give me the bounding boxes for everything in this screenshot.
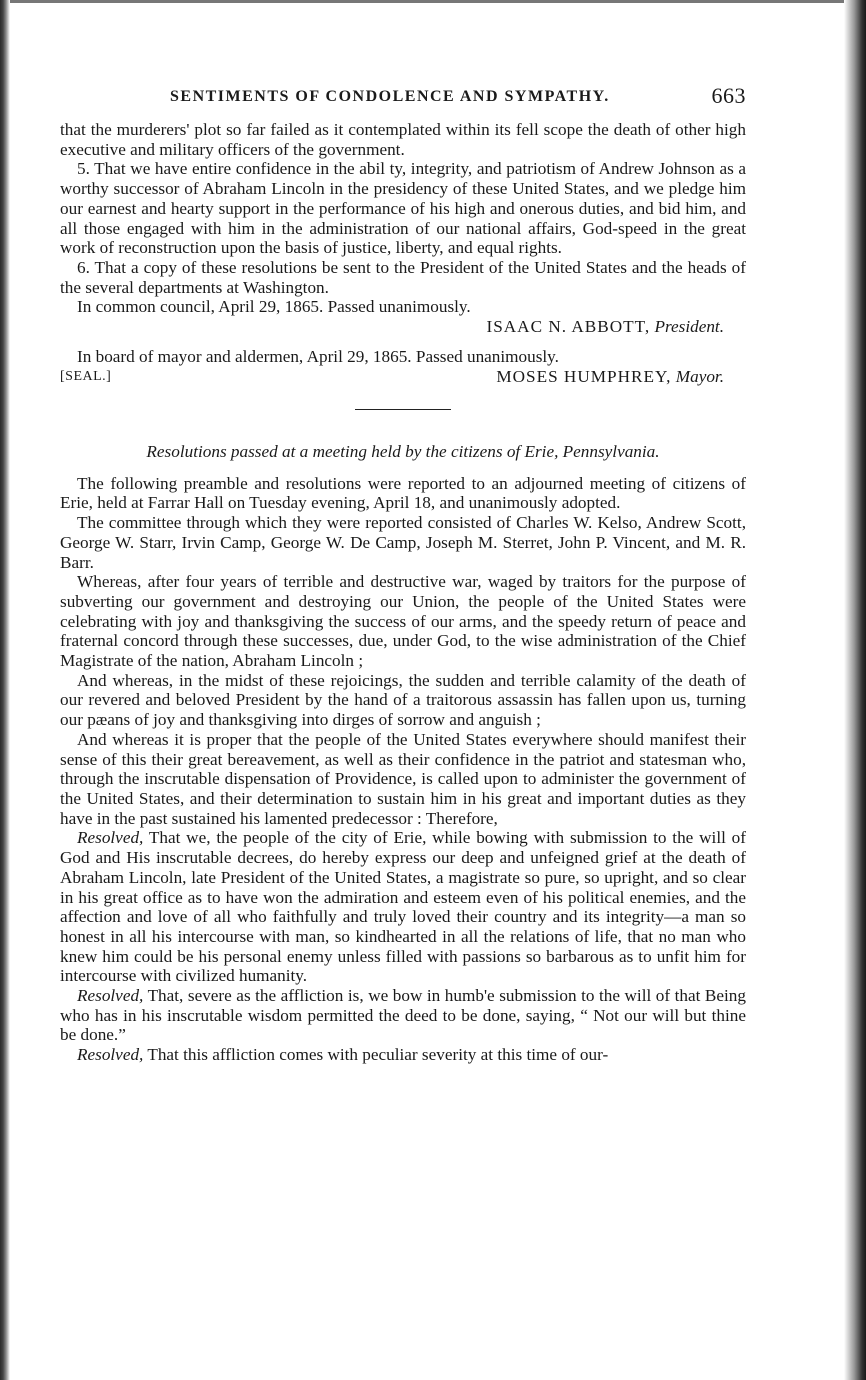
resolution-6: 6. That a copy of these resolutions be sent to the President of the United States and the heads of the several departments at Washington. [60,257,746,297]
page-content [60,83,746,1065]
page-number: 663 [711,83,746,108]
resolution-5: 5. That we have entire confidence in the abil ty, integrity, and patriotism of Andrew Johnson as a worthy successor of Abraham Lincoln in the presidency of these United States, and we pledge him our earnest and hearty support in the performance of his high and onerous duties, and bid him, and all those engaged with him in the administration of our national affairs, God-speed in the great work of reconstruction upon the basis of justice, liberty, and equal rights. [60,159,746,258]
page-edge-top [0,0,866,3]
whereas-3: And whereas it is proper that the people of the United States everywhere should manifest their sense of this their great bereavement, as well as their confidence in the patriot and statesman who, through the inscrutable dispensation of Providence, is called upon to administer the government of the United States, and their determination to sustain him in his great and important duties as they have in the past sustained his lamented predecessor : Therefore, [60,729,746,828]
resolved-text: That, severe as the affliction is, we bow in humb'e submission to the will of that Being who has in his inscrutable wisdom permitted the deed to be done, saying, “ Not our will but thine be done.” [60,986,746,1045]
paragraph-continued: that the murderers' plot so far failed as it contemplated within its fell scope the death of other high executive and military officers of the government. [60,120,746,159]
signature-mayor [496,367,724,387]
resolved-1 [60,828,746,986]
resolved-2 [60,986,746,1045]
signature-title: Mayor. [675,366,724,386]
seal-mark: [SEAL.] [60,368,112,384]
resolved-text: That this affliction comes with peculiar severity at this time of our- [143,1045,609,1065]
paragraph-intro: The following preamble and resolutions were reported to an adjourned meeting of citizens of Erie, held at Farrar Hall on Tuesday evening, April 18, and unanimously adopted. [60,473,746,513]
resolved-3 [60,1045,746,1065]
resolved-lead: Resolved, [77,1045,144,1065]
signature-name: MOSES HUMPHREY, [496,366,672,386]
signature-president [60,317,746,337]
section-heading: Resolutions passed at a meeting held by the citizens of Erie, Pennsylvania. [146,441,660,461]
section-divider [355,409,451,410]
resolved-lead: Resolved, [77,986,144,1006]
whereas-2: And whereas, in the midst of these rejoicings, the sudden and terrible calamity of the death of our revered and beloved President by the hand of a traitorous assassin has fallen upon us, turning our pæans of joy and thanksgiving into dirges of sorrow and anguish ; [60,670,746,730]
paragraph-committee: The committee through which they were reported consisted of Charles W. Kelso, Andrew Scott, George W. Starr, Irvin Camp, George W. De Camp, Joseph M. Sterret, John P. Vincent, and M. R. Barr. [60,513,746,572]
signature-name: ISAAC N. ABBOTT, [486,317,651,337]
signature-title: President. [654,317,724,337]
page-edge-left [0,0,10,1380]
resolved-lead: Resolved, [77,828,144,848]
page-edge-right [844,0,866,1380]
running-head [60,83,746,120]
signature-mayor-line [60,367,746,389]
resolved-text: That we, the people of the city of Erie, while bowing with submission to the will of God and His inscrutable decrees, do hereby express our deep and unfeigned grief at the death of Abraham Lincoln, late President of the United States, a magistrate so pure, so upright, and so clear in his great office as to have won the admiration and esteem even of his political enemies, and the affection and love of all who faithfully and truly loved their country and its integrity—a man so honest in all his intercourse with man, so kindhearted in all the relations of life, that no man who knew him could be his personal enemy unless filled with passions so barbarous as to unfit him for intercourse with civilized humanity. [60,828,746,986]
board-passage: In board of mayor and aldermen, April 29, 1865. Passed unanimously. [77,347,559,367]
council-passage: In common council, April 29, 1865. Passed unanimously. [77,297,471,317]
running-head-title: SENTIMENTS OF CONDOLENCE AND SYMPATHY. [170,88,610,105]
whereas-1: Whereas, after four years of terrible and destructive war, waged by traitors for the purpose of subverting our government and destroying our Union, the people of the United States were celebrating with joy and thanksgiving the success of our arms, and the speedy return of peace and fraternal concord through these successes, due, under God, to the wise administration of the Chief Magistrate of the nation, Abraham Lincoln ; [60,572,746,671]
